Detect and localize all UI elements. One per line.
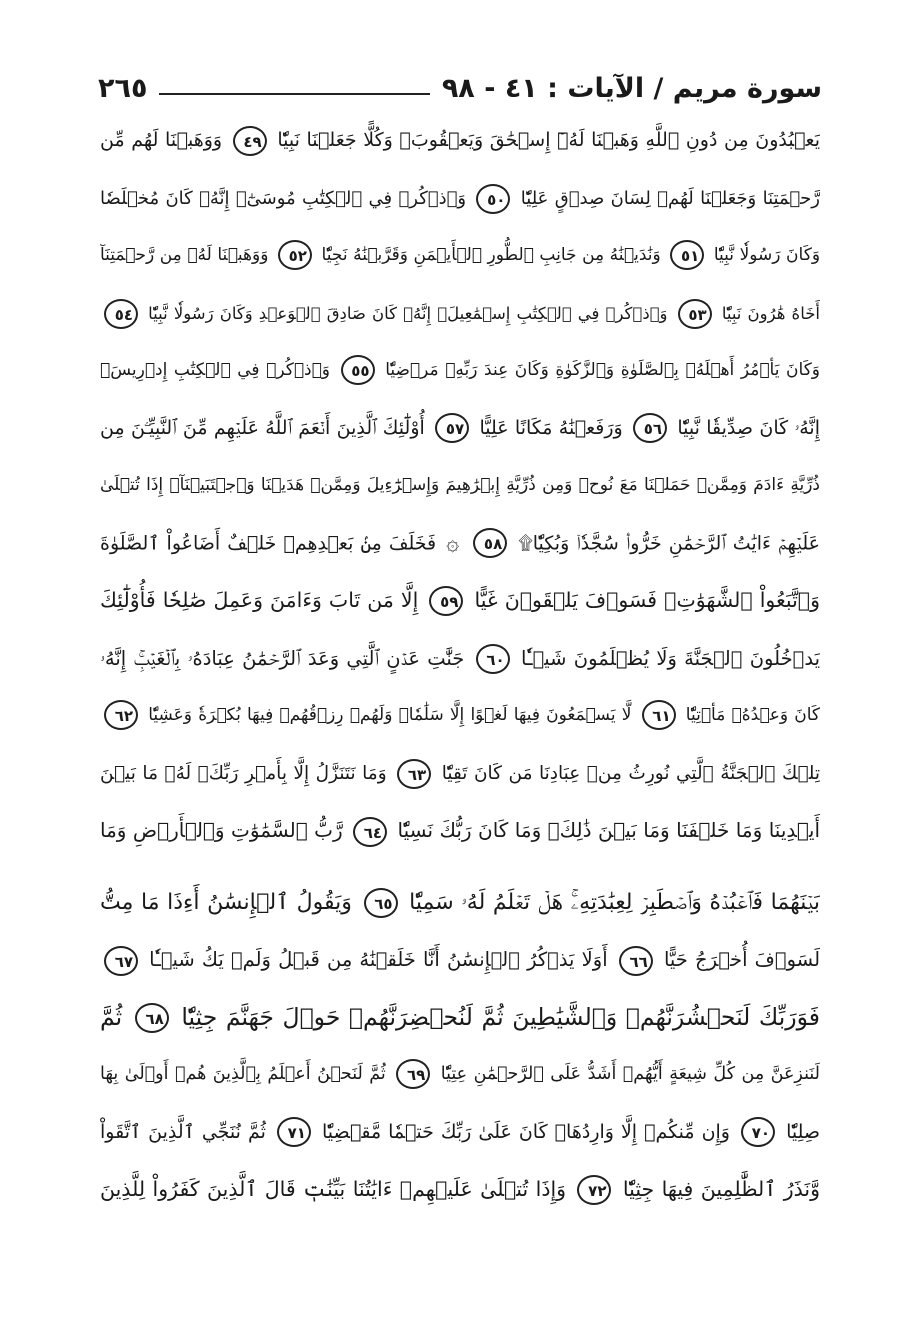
verse-text: وَٱذۡكُرۡ فِي ٱلۡكِتَٰبِ مُوسَىٰٓۚ إِنَّهُۥ كَانَ مُخۡلَصٗا (100, 187, 467, 209)
verse-text: أَيۡدِينَا وَمَا خَلۡفَنَا وَمَا بَيۡنَ ذَٰلِكَۚ وَمَا كَانَ رَبُّكَ نَسِيّٗا (397, 818, 820, 842)
verse-text: أَوَلَا يَذۡكُرُ ٱلۡإِنسَٰنُ أَنَّا خَلَقۡنَٰهُ مِن قَبۡلُ وَلَمۡ يَكُ شَيۡـٔٗا (149, 948, 608, 971)
verse-text: ذُرِّيَّةِ ءَادَمَ وَمِمَّنۡ حَمَلۡنَا مَعَ نُوحٖ وَمِن ذُرِّيَّةِ إِبۡرَٰهِيمَ وَإِسۡرَٰٓءِيلَ وَمِمَّنۡ هَدَيۡنَا وَٱجۡتَبَيۡنَآۚ إِذَا تُتۡلَىٰ (100, 475, 820, 495)
ayah-number-marker: ٧٢ (577, 1175, 611, 1205)
verse-text: كَانَ وَعۡدُهُۥ مَأۡتِيّٗا (685, 705, 820, 725)
text-line (100, 170, 820, 228)
text-line (100, 285, 820, 343)
verse-text: رَّبُّ ٱلسَّمَٰوَٰتِ وَٱلۡأَرۡضِ وَمَا (100, 818, 343, 842)
text-line (100, 802, 820, 860)
verse-text: وَٱذۡكُرۡ فِي ٱلۡكِتَٰبِ إِدۡرِيسَۚ (100, 360, 330, 380)
text-line (100, 1104, 820, 1162)
ayah-number-marker: ٤٩ (233, 126, 267, 156)
ayah-number-marker: ٥٨ (473, 528, 507, 558)
ayah-number-marker: ٥٧ (435, 413, 469, 443)
ayah-number-marker: ٦٦ (619, 946, 653, 976)
surah-title: سورة مريم / الآيات : ٤١ - ٩٨ (441, 72, 822, 104)
ayah-number-marker: ٦٠ (476, 644, 510, 674)
verse-text: فَخَلَفَ مِنۢ بَعۡدِهِمۡ خَلۡفٌ أَضَاعُواْ ٱلصَّلَوٰةَ (100, 531, 437, 554)
text-line (100, 745, 820, 803)
verse-text: ثُمَّ نُنَجِّي ٱلَّذِينَ ٱتَّقَواْ (100, 1120, 266, 1143)
text-line (100, 989, 820, 1047)
ayah-number-marker: ٦٧ (104, 946, 138, 976)
ayah-number-marker: ٦٨ (135, 1003, 169, 1033)
ayah-number-marker: ٥٦ (633, 413, 667, 443)
verse-text: إِلَّا مَن تَابَ وَءَامَنَ وَعَمِلَ صَٰلِحٗا فَأُوْلَٰٓئِكَ (100, 588, 419, 612)
verse-text: وَٱذۡكُرۡ فِي ٱلۡكِتَٰبِ إِسۡمَٰعِيلَۚ إِنَّهُۥ كَانَ صَادِقَ ٱلۡوَعۡدِ وَكَانَ رَسُولٗا نَّبِيّٗا (148, 303, 668, 323)
ayah-number-marker: ٦٥ (364, 888, 398, 918)
verse-text: ثُمَّ (100, 1002, 123, 1031)
text-line (100, 572, 820, 630)
ayah-number-marker: ٦١ (642, 700, 676, 730)
text-line (100, 1161, 820, 1219)
text-line (100, 227, 820, 285)
verse-text: بَيۡنَهُمَا فَٱعۡبُدۡهُ وَٱصۡطَبِرۡ لِعِبَٰدَتِهِۦۚ هَلۡ تَعۡلَمُ لَهُۥ سَمِيّٗا (409, 889, 820, 915)
verse-text: وَّنَذَرُ ٱلظَّٰلِمِينَ فِيهَا جِثِيّٗا (622, 1177, 820, 1201)
hizb-mark-icon: ۞ (446, 530, 460, 556)
verse-text: وَيَقُولُ ٱلۡإِنسَٰنُ أَءِذَا مَا مِتُّ (100, 889, 352, 915)
verse-text: ثُمَّ لَنَحۡنُ أَعۡلَمُ بِٱلَّذِينَ هُمۡ أَوۡلَىٰ بِهَا (100, 1064, 386, 1084)
verse-text: أُوْلَٰٓئِكَ ٱلَّذِينَ أَنۡعَمَ ٱللَّهُ عَلَيۡهِم مِّنَ ٱلنَّبِيِّـۧنَ مِن (100, 416, 425, 439)
verse-text: يَدۡخُلُونَ ٱلۡجَنَّةَ وَلَا يُظۡلَمُونَ شَيۡـٔٗا (520, 646, 820, 670)
text-line (100, 874, 820, 932)
text-line (100, 457, 820, 515)
verse-text: جَنَّٰتِ عَدۡنٍ ٱلَّتِي وَعَدَ ٱلرَّحۡمَٰنُ عِبَادَهُۥ بِٱلۡغَيۡبِۚ إِنَّهُۥ (100, 646, 465, 670)
ayah-number-marker: ٥٠ (476, 184, 510, 214)
verse-text: صِلِيّٗا (786, 1120, 820, 1143)
ayah-number-marker: ٥٩ (429, 586, 463, 616)
text-line (100, 931, 820, 989)
ayah-number-marker: ٥٢ (278, 240, 312, 270)
verse-text: وَوَهَبۡنَا لَهُم مِّن (100, 129, 223, 151)
verse-text: رَّحۡمَتِنَا وَجَعَلۡنَا لَهُمۡ لِسَانَ صِدۡقٍ عَلِيّٗا (520, 187, 820, 209)
verse-text: وَوَهَبۡنَا لَهُۥ مِن رَّحۡمَتِنَآ (100, 245, 269, 265)
text-line (100, 1046, 820, 1104)
verse-text: وَكَانَ رَسُولٗا نَّبِيّٗا (713, 245, 820, 265)
verse-text: لَّا يَسۡمَعُونَ فِيهَا لَغۡوًا إِلَّا سَلَٰمٗاۖ وَلَهُمۡ رِزۡقُهُمۡ فِيهَا بُكۡرَةٗ وَعَشِيّٗا (148, 705, 632, 725)
verse-text: فَوَرَبِّكَ لَنَحۡشُرَنَّهُمۡ وَٱلشَّيَٰطِينَ ثُمَّ لَنُحۡضِرَنَّهُمۡ حَوۡلَ جَهَنَّمَ جِثِيّٗا (181, 1002, 820, 1031)
text-line (100, 342, 820, 400)
ayah-number-marker: ٥٤ (104, 299, 138, 329)
ayah-number-marker: ٥٣ (678, 299, 712, 329)
verse-text: لَسَوۡفَ أُخۡرَجُ حَيًّا (663, 948, 820, 971)
page-header (98, 68, 822, 108)
verse-text: وَإِن مِّنكُمۡ إِلَّا وَارِدُهَاۚ كَانَ عَلَىٰ رَبِّكَ حَتۡمٗا مَّقۡضِيّٗا (321, 1120, 730, 1143)
ayah-number-marker: ٦٩ (396, 1059, 430, 1089)
text-line (100, 687, 820, 745)
verse-text: عَلَيۡهِمۡ ءَايَٰتُ ٱلرَّحۡمَٰنِ خَرُّواْۤ سُجَّدٗاۤ وَبُكِيّٗا۩ (518, 531, 820, 554)
header-rule (159, 93, 429, 95)
ayah-number-marker: ٥١ (670, 240, 704, 270)
verse-text: وَإِذَا تُتۡلَىٰ عَلَيۡهِمۡ ءَايَٰتُنَا بَيِّنَٰتٖ قَالَ ٱلَّذِينَ كَفَرُواْ لِلَّذِينَ (100, 1177, 567, 1201)
verse-text: وَكَانَ يَأۡمُرُ أَهۡلَهُۥ بِٱلصَّلَوٰةِ وَٱلزَّكَوٰةِ وَكَانَ عِندَ رَبِّهِۦ مَرۡضِيّٗا (385, 360, 820, 380)
verse-text: وَمَا نَتَنَزَّلُ إِلَّا بِأَمۡرِ رَبِّكَۖ لَهُۥ مَا بَيۡنَ (100, 762, 387, 784)
text-line (100, 112, 820, 170)
verse-text-block (100, 112, 820, 1219)
ayah-number-marker: ٦٤ (353, 817, 387, 847)
ayah-number-marker: ٦٣ (397, 759, 431, 789)
verse-text: وَٱتَّبَعُواْ ٱلشَّهَوَٰتِۖ فَسَوۡفَ يَلۡقَوۡنَ غَيًّا (474, 588, 820, 612)
verse-text: لَنَنزِعَنَّ مِن كُلِّ شِيعَةٍ أَيُّهُمۡ أَشَدُّ عَلَى ٱلرَّحۡمَٰنِ عِتِيّٗا (440, 1064, 820, 1084)
verse-text: وَنَٰدَيۡنَٰهُ مِن جَانِبِ ٱلطُّورِ ٱلۡأَيۡمَنِ وَقَرَّبۡنَٰهُ نَجِيّٗا (321, 245, 661, 265)
verse-text: يَعۡبُدُونَ مِن دُونِ ٱللَّهِ وَهَبۡنَا لَهُۥٓ إِسۡحَٰقَ وَيَعۡقُوبَۖ وَكُلًّا جَعَلۡنَا نَبِيّٗا (277, 129, 820, 151)
page-number: ٢٦٥ (98, 72, 148, 104)
ayah-number-marker: ٧٠ (741, 1117, 775, 1147)
ayah-number-marker: ٦٢ (104, 700, 138, 730)
text-line (100, 515, 820, 573)
verse-text: إِنَّهُۥ كَانَ صِدِّيقٗا نَّبِيّٗا (677, 416, 820, 439)
text-line (100, 630, 820, 688)
ayah-number-marker: ٥٥ (341, 355, 375, 385)
ayah-number-marker: ٧١ (277, 1117, 311, 1147)
verse-text: تِلۡكَ ٱلۡجَنَّةُ ٱلَّتِي نُورِثُ مِنۡ عِبَادِنَا مَن كَانَ تَقِيّٗا (441, 762, 820, 784)
text-line (100, 400, 820, 458)
verse-text: وَرَفَعۡنَٰهُ مَكَانًا عَلِيًّا (479, 416, 623, 439)
verse-text: أَخَاهُ هَٰرُونَ نَبِيّٗا (721, 303, 820, 323)
